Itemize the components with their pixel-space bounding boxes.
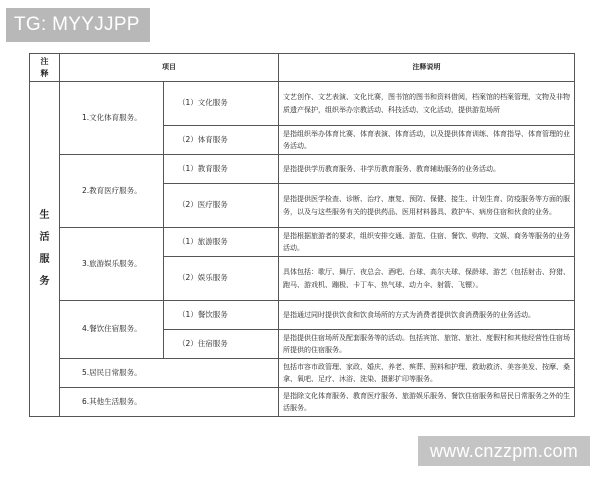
group-name: 5.居民日常服务。 — [60, 359, 279, 388]
sub-name: （2）医疗服务 — [164, 184, 279, 228]
sub-name: （2）体育服务 — [164, 126, 279, 155]
sub-name: （2）娱乐服务 — [164, 257, 279, 301]
header-zhushi-1: 注 — [40, 56, 49, 66]
sub-desc: 是指提供学历教育服务、非学历教育服务、教育辅助服务的业务活动。 — [279, 155, 575, 184]
sub-desc: 包括市容市政管理、家政、婚庆、养老、殡葬、照料和护理、救助救济、美容美发、按摩、桑拿、氧吧、足疗、沐浴、洗染、摄影扩印等服务。 — [279, 359, 575, 388]
header-zhushi — [30, 54, 60, 82]
category-char: 活 — [39, 232, 50, 243]
group-name: 2.教育医疗服务。 — [60, 155, 164, 228]
table-row — [30, 301, 575, 330]
table-row — [30, 388, 575, 417]
category-char: 务 — [39, 276, 50, 287]
header-zhushi-2: 释 — [40, 68, 49, 78]
group-name: 3.旅游娱乐服务。 — [60, 228, 164, 301]
sub-desc: 是指提供医学检查、诊断、治疗、康复、预防、保健、接生、计划生育、防疫服务等方面的服务，以及与这些服务有关的提供药品、医用材料器具、救护车、病房住宿和伙食的业务。 — [279, 184, 575, 228]
sub-name: （1）餐饮服务 — [164, 301, 279, 330]
sub-desc: 具体包括：歌厅、舞厅、夜总会、酒吧、台球、高尔夫球、保龄球、游艺（包括射击、狩猎、跑马、游戏机、蹦极、卡丁车、热气球、动力伞、射箭、飞镖）。 — [279, 257, 575, 301]
watermark-bottom: www.cnzzpm.com — [418, 436, 590, 466]
table-row — [30, 359, 575, 388]
header-item: 项目 — [60, 54, 279, 82]
sub-desc: 是指除文化体育服务、教育医疗服务、旅游娱乐服务、餐饮住宿服务和居民日常服务之外的生活服务。 — [279, 388, 575, 417]
sub-name: （1）文化服务 — [164, 82, 279, 126]
table-row — [30, 155, 575, 184]
sub-name: （1）教育服务 — [164, 155, 279, 184]
table-header-row — [30, 54, 575, 82]
category-char: 服 — [39, 254, 50, 265]
table-row — [30, 82, 575, 126]
sub-desc: 是指通过同时提供饮食和饮食场所的方式为消费者提供饮食消费服务的业务活动。 — [279, 301, 575, 330]
watermark-top: TG: MYYJJPP — [6, 8, 150, 42]
sub-name: （1）旅游服务 — [164, 228, 279, 257]
category-life-service — [30, 82, 60, 417]
sub-desc: 是指组织举办体育比赛、体育表演、体育活动，以及提供体育训练、体育指导、体育管理的业务活动。 — [279, 126, 575, 155]
sub-desc: 是指根据旅游者的要求，组织安排交通、游览、住宿、餐饮、购物、文娱、商务等服务的业务活动。 — [279, 228, 575, 257]
group-name: 6.其他生活服务。 — [60, 388, 279, 417]
sub-name: （2）住宿服务 — [164, 330, 279, 359]
sub-desc: 是指提供住宿场所及配套服务等的活动。包括宾馆、旅馆、旅社、度假村和其他经营性住宿场所提供的住宿服务。 — [279, 330, 575, 359]
table-row — [30, 228, 575, 257]
header-desc: 注释说明 — [279, 54, 575, 82]
group-name: 1.文化体育服务。 — [60, 82, 164, 155]
group-name: 4.餐饮住宿服务。 — [60, 301, 164, 359]
sub-desc: 文艺创作、文艺表演、文化比赛，图书馆的图书和资料借阅，档案馆的档案管理，文物及非物质遗产保护，组织举办宗教活动、科技活动、文化活动，提供游览场所 — [279, 82, 575, 126]
service-annotation-table — [29, 53, 575, 417]
category-char: 生 — [39, 210, 50, 221]
